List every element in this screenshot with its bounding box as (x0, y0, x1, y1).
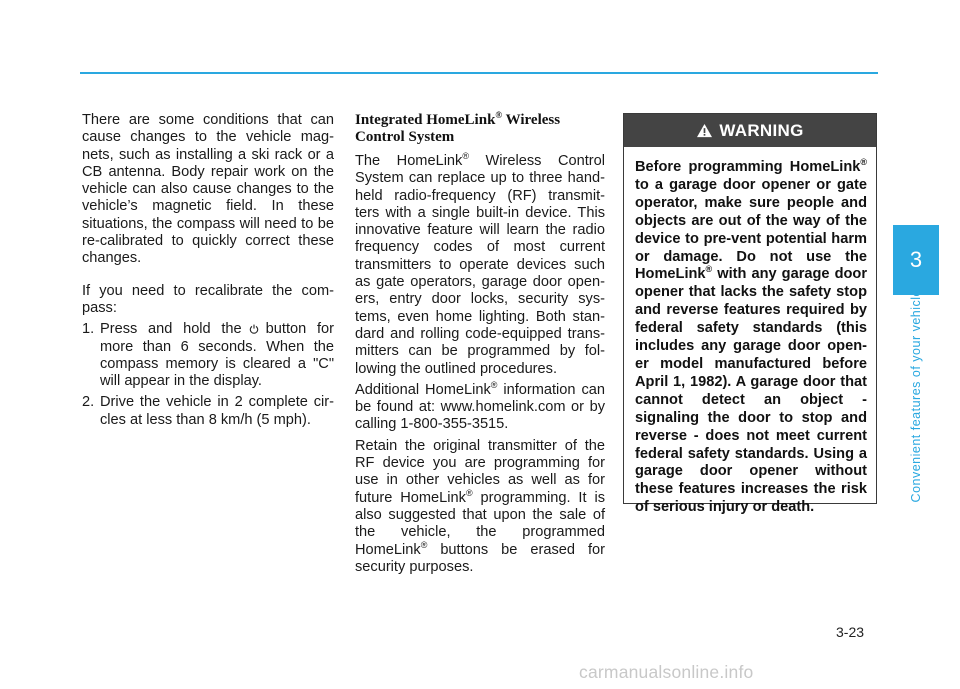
step-text (100, 321, 334, 390)
text-run: The HomeLink (355, 153, 463, 169)
chapter-label-container (905, 289, 927, 503)
step-text: Drive the vehicle in 2 complete cir-cles at less than 8 km/h (5 mph). (100, 394, 334, 428)
warning-triangle-icon (696, 123, 713, 138)
text-run: with any garage door opener that lacks the safety stop and reverse features required by federal safety standards (this includes any garage door open-er model manufactured before April 1, 1982). A garage door that cannot detect an object - signaling the door to stop and reverse - does not meet current federal safety standards. Using a garage door opener without these features increases the risk of serious injury or death. (635, 266, 867, 516)
text-run: Additional HomeLink (355, 381, 491, 398)
chapter-number: 3 (909, 247, 923, 272)
chapter-tab (893, 225, 939, 295)
watermark: carmanualsonline.info (579, 662, 754, 682)
section-heading (355, 112, 605, 146)
text-run: to a garage door opener or gate operator, make sure people and objects are out of the way of the device to pre-vent potential harm or damage. Do not use the HomeLink (635, 176, 867, 283)
registered-mark: ® (860, 157, 867, 168)
text-run: Before programming HomeLink (635, 159, 861, 175)
registered-mark: ® (420, 539, 428, 550)
header-rule (80, 72, 878, 74)
step-text-part: button for more than 6 seconds. When the compass memory is cleared a "C" will appear in the display. (100, 321, 334, 390)
text-run: buttons be erased for security purposes. (355, 541, 605, 575)
registered-mark: ® (465, 487, 473, 498)
page-number: 3-23 (836, 624, 865, 640)
warning-header (624, 114, 876, 147)
power-icon (242, 322, 266, 334)
step-text-part: Press and hold the (100, 321, 242, 338)
text-run: programming. It is also suggested that upon the sale of the vehicle, the programmed HomeLink (355, 489, 605, 558)
homelink-info-paragraph (355, 382, 605, 434)
left-column (82, 112, 334, 433)
text-run: information can be found at: www.homelink.com or by calling 1-800-355-3515. (355, 381, 605, 433)
heading-text: Integrated HomeLink (355, 112, 496, 128)
registered-mark: ® (462, 151, 469, 162)
retain-transmitter-paragraph (355, 438, 605, 576)
chapter-label: Convenient features of your vehicle (909, 289, 923, 503)
warning-box (623, 113, 877, 516)
recalibrate-paragraph: If you need to recalibrate the com-pass: (82, 282, 334, 316)
text-run: Retain the original transmitter of the RF device you are programming for use in other vehicles as well as for future HomeLink (355, 437, 605, 506)
registered-mark: ® (495, 110, 503, 120)
list-item (82, 394, 334, 429)
step-number: 2. (82, 394, 95, 411)
heading-text: Wireless Control System (355, 112, 561, 145)
list-item (82, 321, 334, 390)
homelink-intro-paragraph (355, 153, 605, 378)
intro-paragraph: There are some conditions that can cause changes to the vehicle mag-nets, such as installing a ski rack or a CB antenna. Body repair work on the vehicle can also cause changes to the vehicle’s magnetic field. In these situations, the compass will need to be re-calibrated to quickly correct these changes. (82, 112, 334, 267)
warning-text (624, 147, 876, 517)
middle-column (355, 112, 605, 580)
registered-mark: ® (705, 264, 713, 275)
warning-title: WARNING (719, 120, 804, 140)
registered-mark: ® (490, 380, 498, 390)
step-number: 1. (82, 321, 95, 338)
text-run: Wireless Control System can replace up to three hand-held radio-frequency (RF) transmit-ters with a single built-in device. This innovative feature will learn the radio frequency codes of most current transmitters to operate devices such as gate operators, garage door open-ers, entry door locks, security sys-tems, even home lighting. Both stan-dard and rolling code-equipped trans-mitters can be programmed by fol-lowing the outlined procedures. (355, 153, 605, 377)
